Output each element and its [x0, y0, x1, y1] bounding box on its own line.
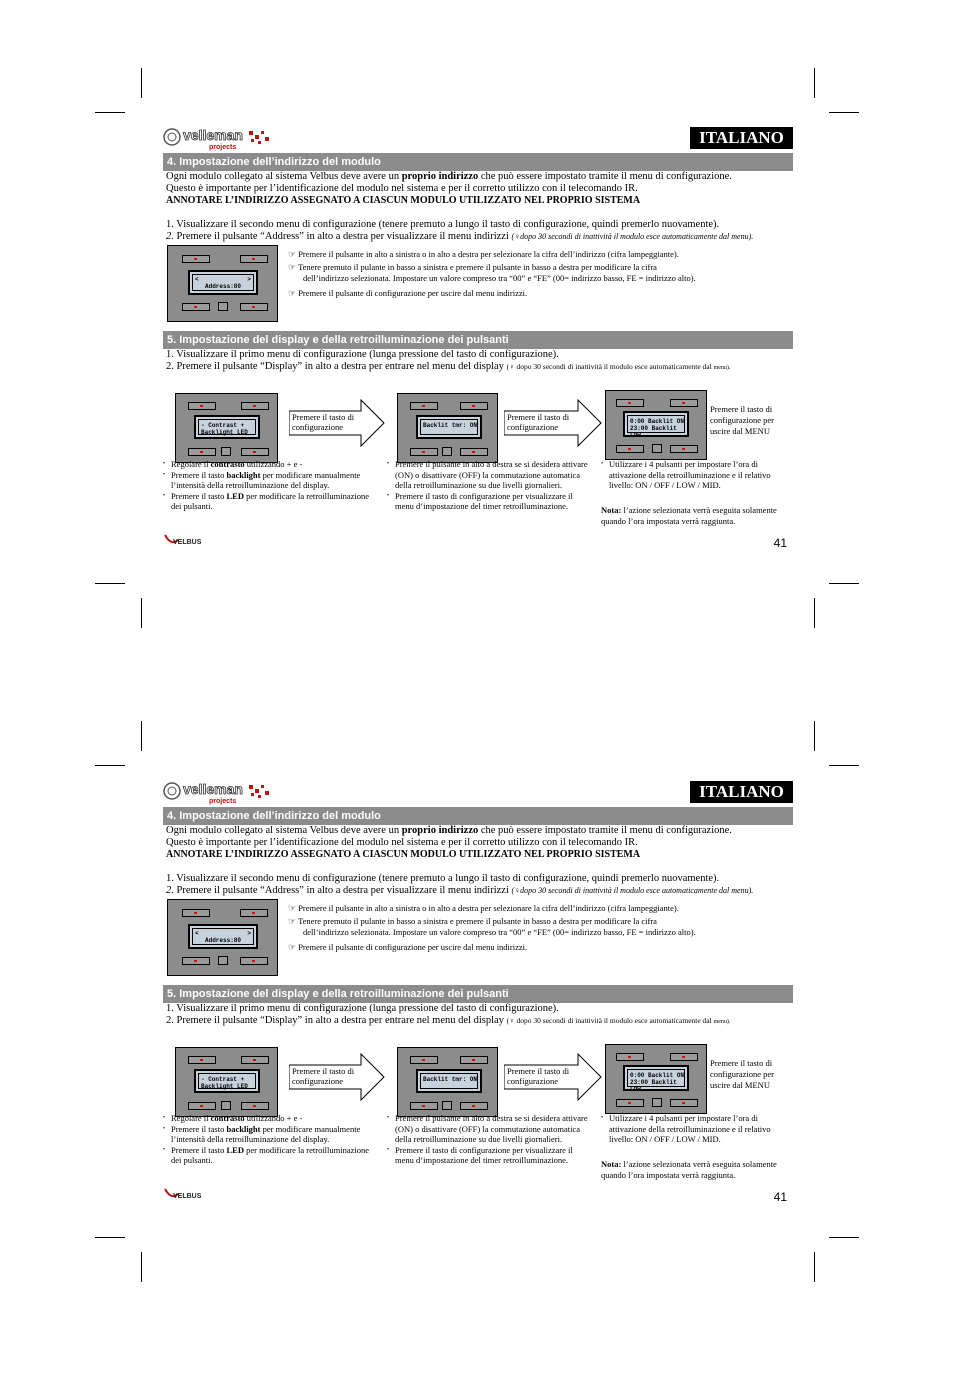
crop-mark	[95, 583, 125, 584]
crop-mark	[95, 765, 125, 766]
section4-para2: Questo è importante per l’identificazione del modulo nel sistema e per il corretto utilizzo con il telecomando IR.	[166, 183, 638, 194]
crop-mark	[829, 583, 859, 584]
device-address	[167, 899, 278, 976]
pointing-hand-icon: ☞	[288, 249, 297, 259]
section4-warning: ANNOTARE L’INDIRIZZO ASSEGNATO A CIASCUN MODULO UTILIZZATO NEL PROPRIO SISTEMA	[166, 195, 641, 206]
lcd-display: - Contrast + Backlight LED	[194, 415, 260, 439]
velleman-logo	[163, 125, 275, 151]
list-item: • Utilizzare i 4 pulsanti per impostare l’ora di attivazione della retroilluminazione e il relativo livello: ON / OFF / LOW / MID.	[601, 1113, 793, 1145]
config-button[interactable]	[442, 447, 452, 456]
list-item: • Premere il pulsante in alto a destra se si desidera attivare (ON) o disattivare (OFF) la commutazione automatica della retroilluminazione su due livelli giornalieri.	[387, 1113, 592, 1145]
top-left-button[interactable]	[410, 402, 438, 410]
top-left-button[interactable]	[182, 909, 210, 917]
crop-mark	[95, 112, 125, 113]
lcd-display: Backlit tmr: ON	[416, 415, 482, 439]
top-right-button[interactable]	[240, 255, 268, 263]
arrow-next-2: Premere il tasto di configurazione	[504, 1053, 602, 1101]
timer-instructions	[387, 459, 592, 512]
device-display-menu	[175, 393, 278, 463]
lcd-display: - Contrast + Backlight LED	[194, 1069, 260, 1093]
velbus-logo	[163, 533, 203, 547]
address-note-2: ☞ Tenere premuto il pulante in basso a sinistra e premere il pulsante in basso a destra per modificare la cifra	[288, 916, 657, 926]
address-note-1: ☞ Premere il pulsante in alto a sinistra o in alto a destra per selezionare la cifra dell’indirizzo (cifra lampeggiante).	[288, 249, 679, 259]
section5-title: 5. Impostazione del display e della retroilluminazione dei pulsanti	[163, 985, 793, 1003]
crop-mark	[141, 598, 142, 628]
lcd-display: 0:00 Backlit ON 23:00 Backlit LOW	[623, 1065, 689, 1091]
address-note-3: ☞ Premere il pulsante di configurazione per uscire dal menu indirizzi.	[288, 942, 528, 952]
address-note-2: ☞ Tenere premuto il pulante in basso a sinistra e premere il pulsante in basso a destra per modificare la cifra	[288, 262, 657, 272]
config-button[interactable]	[218, 956, 228, 965]
section4-step2: 2. Premere il pulsante “Address” in alto a destra per visualizzare il menu indirizzi (♀dopo 30 secondi di inattività il modulo esce automaticamente dal menu).	[166, 231, 754, 242]
top-right-button[interactable]	[241, 1056, 269, 1064]
list-item: • Premere il tasto LED per modificare la retroilluminazione dei pulsanti.	[163, 491, 375, 512]
section5-step2: 2. Premere il pulsante “Display” in alto a destra per entrare nel menu del display (♀ dopo 30 secondi di inattività il modulo esce automaticamente dal menu).	[166, 1015, 731, 1026]
list-item: • Utilizzare i 4 pulsanti per impostare l’ora di attivazione della retroilluminazione e il relativo livello: ON / OFF / LOW / MID.	[601, 459, 793, 491]
address-note-3: ☞ Premere il pulsante di configurazione per uscire dal menu indirizzi.	[288, 288, 528, 298]
config-button[interactable]	[652, 1098, 662, 1107]
crop-mark	[141, 68, 142, 98]
list-item: • Premere il tasto di configurazione per visualizzare il menu d’impostazione del timer retroilluminazione.	[387, 1145, 592, 1166]
section4-para1: Ogni modulo collegato al sistema Velbus deve avere un proprio indirizzo che può essere impostato tramite il menu di configurazione.	[166, 825, 732, 836]
config-button[interactable]	[652, 444, 662, 453]
lcd-display: 0:00 Backlit ON 23:00 Backlit LOW	[623, 411, 689, 437]
svg-text:VELBUS: VELBUS	[173, 1193, 202, 1200]
config-button[interactable]	[218, 302, 228, 311]
address-note-1: ☞ Premere il pulsante in alto a sinistra o in alto a destra per selezionare la cifra dell’indirizzo (cifra lampeggiante).	[288, 903, 679, 913]
device-display-menu	[175, 1047, 278, 1117]
language-badge: ITALIANO	[690, 127, 793, 149]
bottom-right-button[interactable]	[670, 445, 698, 453]
arrow-next-2: Premere il tasto di configurazione	[504, 399, 602, 447]
crop-mark	[141, 721, 142, 751]
pointing-hand-icon: ☞	[288, 288, 297, 298]
timer-instructions	[387, 1113, 592, 1166]
top-right-button[interactable]	[460, 1056, 488, 1064]
list-item: • Premere il pulsante in alto a destra se si desidera attivare (ON) o disattivare (OFF) la commutazione automatica della retroilluminazione su due livelli giornalieri.	[387, 459, 592, 491]
logo-sub: projects	[209, 144, 237, 151]
config-button[interactable]	[221, 1101, 231, 1110]
nota: Nota: l’azione selezionata verrà eseguita solamente quando l’ora impostata verrà raggiunta.	[601, 1159, 777, 1180]
pointing-hand-icon: ☞	[288, 903, 297, 913]
bottom-left-button[interactable]	[410, 1102, 438, 1110]
list-item: • Premere il tasto backlight per modificare manualmente l’intensità della retroilluminazione del display.	[163, 1124, 375, 1145]
crop-mark	[814, 1252, 815, 1282]
top-right-button[interactable]	[670, 399, 698, 407]
config-button[interactable]	[442, 1101, 452, 1110]
schedule-instructions	[601, 459, 793, 491]
top-left-button[interactable]	[188, 402, 216, 410]
exit-menu-text: Premere il tasto di configurazione per uscire dal MENU	[710, 404, 774, 436]
top-right-button[interactable]	[460, 402, 488, 410]
bottom-left-button[interactable]	[410, 448, 438, 456]
top-right-button[interactable]	[240, 909, 268, 917]
logo-brand: velleman	[183, 127, 243, 143]
section4-para2: Questo è importante per l’identificazione del modulo nel sistema e per il corretto utilizzo con il telecomando IR.	[166, 837, 638, 848]
list-item: • Premere il tasto LED per modificare la retroilluminazione dei pulsanti.	[163, 1145, 375, 1166]
list-item: • Regolare il contrasto utilizzando + e -	[163, 1113, 375, 1124]
list-item: • Regolare il contrasto utilizzando + e -	[163, 459, 375, 470]
top-right-button[interactable]	[670, 1053, 698, 1061]
contrast-instructions	[163, 1113, 375, 1166]
section4-title: 4. Impostazione dell’indirizzo del modulo	[163, 153, 793, 171]
bottom-left-button[interactable]	[616, 1099, 644, 1107]
bottom-left-button[interactable]	[616, 445, 644, 453]
section4-title: 4. Impostazione dell’indirizzo del modulo	[163, 807, 793, 825]
crop-mark	[829, 1237, 859, 1238]
svg-text:VELBUS: VELBUS	[173, 539, 202, 546]
page-number: 41	[773, 1190, 787, 1204]
section4-para1: Ogni modulo collegato al sistema Velbus deve avere un proprio indirizzo che può essere impostato tramite il menu di configurazione.	[166, 171, 732, 182]
nota: Nota: l’azione selezionata verrà eseguita solamente quando l’ora impostata verrà raggiunta.	[601, 505, 777, 526]
section5-title: 5. Impostazione del display e della retroilluminazione dei pulsanti	[163, 331, 793, 349]
bottom-right-button[interactable]	[240, 957, 268, 965]
device-backlight-timer	[397, 1047, 498, 1117]
language-badge: ITALIANO	[690, 781, 793, 803]
top-left-button[interactable]	[616, 399, 644, 407]
section4-step1: 1. Visualizzare il secondo menu di configurazione (tenere premuto a lungo il tasto di configurazione, quindi premerlo nuovamente).	[166, 219, 720, 230]
crop-mark	[814, 68, 815, 98]
pointing-hand-icon: ☞	[288, 942, 297, 952]
page-number: 41	[773, 536, 787, 550]
device-backlight-timer	[397, 393, 498, 463]
device-backlight-schedule	[605, 390, 707, 460]
crop-mark	[814, 598, 815, 628]
crop-mark	[95, 1237, 125, 1238]
bottom-right-button[interactable]	[241, 1102, 269, 1110]
lcd-display: < > Address:80	[188, 924, 258, 949]
top-left-button[interactable]	[188, 1056, 216, 1064]
crop-mark	[829, 112, 859, 113]
velbus-logo	[163, 1187, 203, 1201]
device-backlight-schedule	[605, 1044, 707, 1114]
bottom-left-button[interactable]	[182, 957, 210, 965]
arrow-next-1: Premere il tasto di configurazione	[289, 1053, 385, 1101]
bottom-right-button[interactable]	[240, 303, 268, 311]
top-left-button[interactable]	[616, 1053, 644, 1061]
bottom-left-button[interactable]	[188, 448, 216, 456]
top-left-button[interactable]	[182, 255, 210, 263]
bottom-right-button[interactable]	[460, 448, 488, 456]
bottom-right-button[interactable]	[460, 1102, 488, 1110]
section4-step1: 1. Visualizzare il secondo menu di configurazione (tenere premuto a lungo il tasto di configurazione, quindi premerlo nuovamente).	[166, 873, 720, 884]
crop-mark	[814, 721, 815, 751]
bottom-left-button[interactable]	[188, 1102, 216, 1110]
logo-brand: velleman	[183, 781, 243, 797]
section5-step1: 1. Visualizzare il primo menu di configurazione (lunga pressione del tasto di configurazione).	[166, 349, 559, 360]
pointing-hand-icon: ☞	[288, 262, 297, 272]
config-button[interactable]	[221, 447, 231, 456]
list-item: • Premere il tasto di configurazione per visualizzare il menu d’impostazione del timer retroilluminazione.	[387, 491, 592, 512]
velleman-logo	[163, 779, 275, 805]
bottom-left-button[interactable]	[182, 303, 210, 311]
top-left-button[interactable]	[410, 1056, 438, 1064]
list-item: • Premere il tasto backlight per modificare manualmente l’intensità della retroilluminazione del display.	[163, 470, 375, 491]
bottom-right-button[interactable]	[670, 1099, 698, 1107]
lcd-display: < > Address:80	[188, 270, 258, 295]
address-note-2b: dell’indirizzo selezionata. Impostare un valore compreso tra “00” e “FE” (00= indirizzo basso, FE = indirizzo alto).	[303, 273, 696, 283]
section5-step1: 1. Visualizzare il primo menu di configurazione (lunga pressione del tasto di configurazione).	[166, 1003, 559, 1014]
section5-step2: 2. Premere il pulsante “Display” in alto a destra per entrare nel menu del display (♀ dopo 30 secondi di inattività il modulo esce automaticamente dal menu).	[166, 361, 731, 372]
crop-mark	[141, 1252, 142, 1282]
exit-menu-text: Premere il tasto di configurazione per uscire dal MENU	[710, 1058, 774, 1090]
pointing-hand-icon: ☞	[288, 916, 297, 926]
section4-warning: ANNOTARE L’INDIRIZZO ASSEGNATO A CIASCUN MODULO UTILIZZATO NEL PROPRIO SISTEMA	[166, 849, 641, 860]
contrast-instructions	[163, 459, 375, 512]
logo-sub: projects	[209, 798, 237, 805]
lcd-display: Backlit tmr: ON	[416, 1069, 482, 1093]
device-address	[167, 245, 278, 322]
bottom-right-button[interactable]	[241, 448, 269, 456]
manual-page	[163, 779, 793, 1379]
crop-mark	[829, 765, 859, 766]
arrow-next-1: Premere il tasto di configurazione	[289, 399, 385, 447]
top-right-button[interactable]	[241, 402, 269, 410]
manual-page	[163, 125, 793, 725]
address-note-2b: dell’indirizzo selezionata. Impostare un valore compreso tra “00” e “FE” (00= indirizzo basso, FE = indirizzo alto).	[303, 927, 696, 937]
schedule-instructions	[601, 1113, 793, 1145]
section4-step2: 2. Premere il pulsante “Address” in alto a destra per visualizzare il menu indirizzi (♀dopo 30 secondi di inattività il modulo esce automaticamente dal menu).	[166, 885, 754, 896]
